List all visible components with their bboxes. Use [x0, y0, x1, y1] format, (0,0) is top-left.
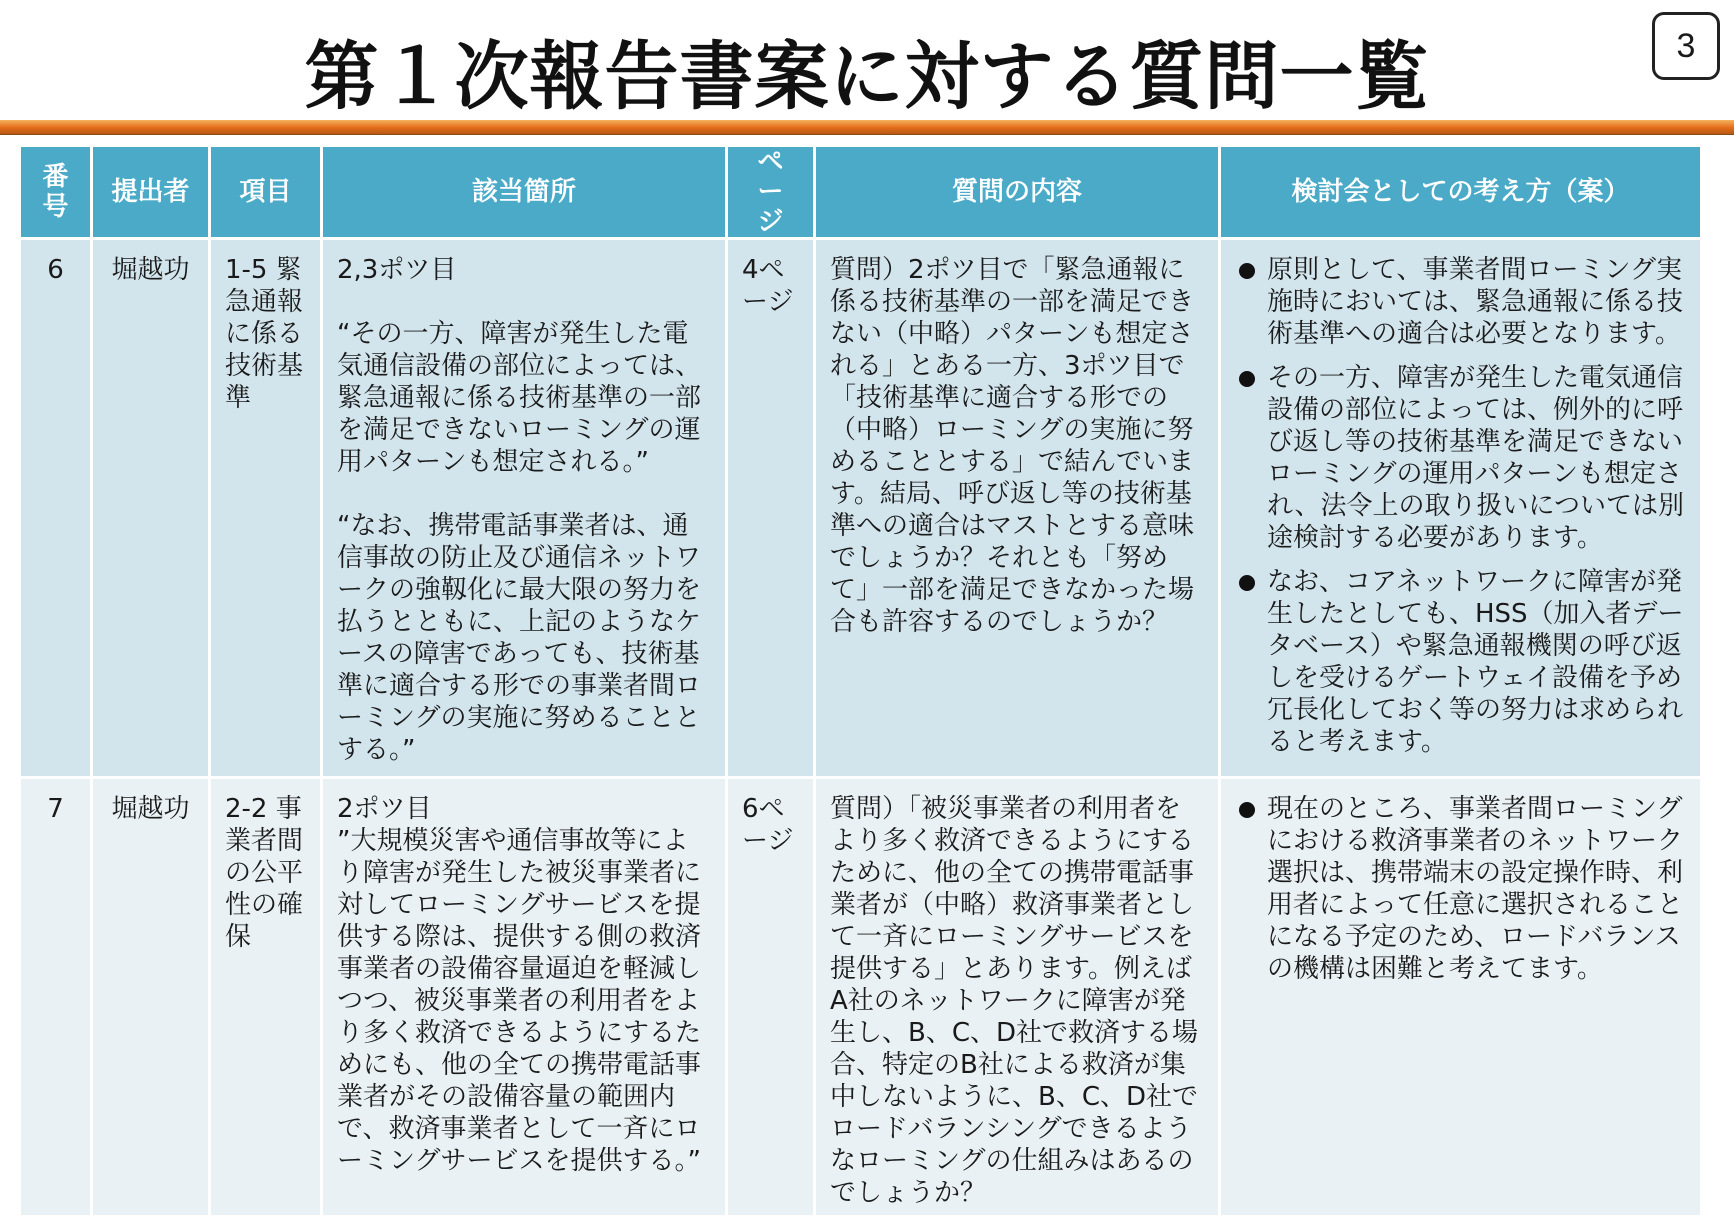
row-response — [1220, 239, 1702, 778]
row-response — [1220, 778, 1702, 1217]
header-question: 質問の内容 — [815, 146, 1220, 239]
row-section — [322, 778, 727, 1217]
header-submitter: 提出者 — [92, 146, 210, 239]
row-section — [322, 239, 727, 778]
section-paragraph: “その一方、障害が発生した電気通信設備の部位によっては、緊急通報に係る技術基準の一部を満足できないローミングの運用パターンも想定される。” — [337, 319, 702, 477]
response-text: なお、コアネットワークに障害が発生したとしても、HSS（加入者データベース）や緊急通報機関の呼び返しを受けるゲートウェイ設備を予め冗長化しておく等の努力は求められると考えます。 — [1267, 567, 1684, 757]
response-text: 原則として、事業者間ローミング実施時においては、緊急通報に係る技術基準への適合は必要となります。 — [1267, 255, 1684, 349]
row-item: 2-2 事業者間の公平性の確保 — [210, 778, 322, 1217]
section-paragraph: “なお、携帯電話事業者は、通信事故の防止及び通信ネットワークの強靱化に最大限の努力を払うとともに、上記のようなケースの障害であっても、技術基準に適合する形での事業者間ローミングの実施に努めることとする。” — [337, 511, 702, 765]
bullet-icon — [1239, 802, 1255, 818]
response-text: その一方、障害が発生した電気通信設備の部位によっては、例外的に呼び返し等の技術基準を満足できないローミングの運用パターンも想定され、法令上の取り扱いについては別途検討する必要があります。 — [1267, 363, 1685, 553]
response-bullet — [1235, 566, 1686, 758]
row-item: 1-5 緊急通報に係る技術基準 — [210, 239, 322, 778]
header-section: 該当箇所 — [322, 146, 727, 239]
header-item: 項目 — [210, 146, 322, 239]
row-question: 質問）「被災事業者の利用者をより多く救済できるようにするために、他の全ての携帯電話事業者が（中略）救済事業者として一斉にローミングサービスを提供する」とあります。例えばA社のネットワークに障害が発生し、B、C、D社で救済する場合、特定のB社による救済が集中しないように、B、C、D社でロードバランシングできるようなローミングの仕組みはあるのでしょうか？ — [815, 778, 1220, 1217]
header-response: 検討会としての考え方（案） — [1220, 146, 1702, 239]
row-question: 質問）2ポツ目で「緊急通報に係る技術基準の一部を満足できない（中略）パターンも想定される」とある一方、3ポツ目で「技術基準に適合する形での（中略）ローミングの実施に努めることとする」で結んでいます。結局、呼び返し等の技術基準への適合はマストとする意味でしょうか？それとも「努めて」一部を満足できなかった場合も許容するのでしょうか？ — [815, 239, 1220, 778]
section-paragraph: 2ポツ目 — [337, 794, 432, 824]
bullet-icon — [1239, 575, 1255, 591]
header-number: 番号 — [20, 146, 92, 239]
table-row — [20, 239, 1702, 778]
row-submitter: 堀越功 — [92, 778, 210, 1217]
row-page: 4ページ — [727, 239, 815, 778]
table-header-row — [20, 146, 1702, 239]
page-number: 3 — [1652, 12, 1720, 80]
row-page: 6ページ — [727, 778, 815, 1217]
bullet-icon — [1239, 263, 1255, 279]
table-row — [20, 778, 1702, 1217]
response-bullet — [1235, 793, 1686, 985]
row-submitter: 堀越功 — [92, 239, 210, 778]
section-paragraph: 2,3ポツ目 — [337, 255, 457, 285]
page-title: 第１次報告書案に対する質問一覧 — [304, 34, 1430, 120]
response-text: 現在のところ、事業者間ローミングにおける救済事業者のネットワーク選択は、携帯端末の設定操作時、利用者によって任意に選択されることになる予定のため、ロードバランスの機構は困難と考えてます。 — [1267, 794, 1684, 984]
bullet-icon — [1239, 371, 1255, 387]
questions-table — [18, 144, 1703, 1218]
section-paragraph: ”大規模災害や通信事故等により障害が発生した被災事業者に対してローミングサービスを提供する際は、提供する側の救済事業者の設備容量逼迫を軽減しつつ、被災事業者の利用者をより多く救済できるようにするためにも、他の全ての携帯電話事業者がその設備容量の範囲内で、救済事業者として一斉にローミングサービスを提供する。” — [337, 826, 702, 1176]
header-page: ページ — [727, 146, 815, 239]
response-bullet — [1235, 362, 1686, 554]
row-number: 6 — [20, 239, 92, 778]
title-divider — [0, 120, 1734, 135]
row-number: 7 — [20, 778, 92, 1217]
response-bullet — [1235, 254, 1686, 350]
